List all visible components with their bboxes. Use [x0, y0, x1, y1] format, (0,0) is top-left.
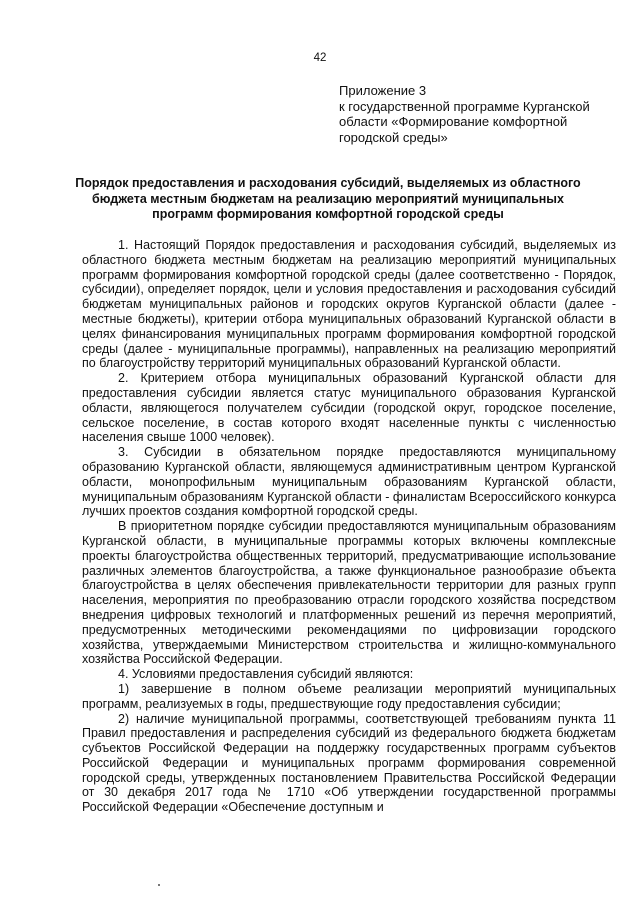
appendix-line: городской среды»: [339, 129, 448, 145]
paragraph-3: 3. Субсидии в обязательном порядке предоставляются муниципальному образованию Курганской области, являющемуся административным центром Курганской области, монопрофильным муниципальным образованиям Курганской области, муниципальным образованиям Курганской области - финалистам Всероссийского конкурса лучших проектов создания комфортной городской среды.: [82, 445, 616, 519]
appendix-line: области «Формирование комфортной: [339, 114, 568, 129]
appendix-line: Приложение 3: [339, 83, 427, 98]
paragraph-4-item-2: 2) наличие муниципальной программы, соответствующей требованиям пункта 11 Правил предоставления и распределения субсидий из федерального бюджета бюджетам субъектов Российской Федерации на поддержку государственных программ субъектов Российской Федерации и муниципальных программ формирования современной городской среды, утвержденных постановлением Правительства Российской Федерации от 30 декабря 2017 года № 1710 «Об утверждении государственной программы Российской Федерации «Обеспечение доступным и: [82, 711, 616, 815]
document-body: [82, 238, 616, 815]
paragraph-priority: В приоритетном порядке субсидии предоставляются муниципальным образованиям Курганской области, в муниципальные программы которых включены комплексные проекты благоустройства общественных территорий, предусматривающие использование различных элементов благоустройства, а также функциональное разнообразие объекта благоустройства в целях обеспечения привлекательности территории для разных групп населения, мероприятия по преобразованию отрасли городского хозяйства посредством внедрения цифровых технологий и платформенных решений из перечня мероприятий, предусмотренных методическими рекомендациями по цифровизации городского хозяйства, утверждаемыми Министерством строительства и жилищно-коммунального хозяйства Российской Федерации.: [82, 519, 616, 667]
paragraph-2: 2. Критерием отбора муниципальных образований Курганской области для предоставления субсидии является статус муниципального образования Курганской области, являющегося получателем субсидии (городской округ, городское поселение, сельское поселение, в состав которого входят населенные пункты с численностью населения свыше 1000 человек).: [82, 371, 616, 445]
paragraph-4: 4. Условиями предоставления субсидий являются:: [118, 667, 414, 682]
appendix-line: к государственной программе Курганской: [339, 98, 590, 114]
appendix-heading: [339, 83, 629, 145]
title-line: бюджета местным бюджетам на реализацию мероприятий муниципальных: [92, 191, 564, 206]
document-title: [60, 176, 596, 223]
title-line: программ формирования комфортной городской среды: [152, 207, 504, 222]
title-line: Порядок предоставления и расходования субсидий, выделяемых из областного: [75, 176, 581, 190]
paragraph-4-item-1: 1) завершение в полном объеме реализации мероприятий муниципальных программ, реализуемых в годы, предшествующие году предоставления субсидии;: [82, 681, 616, 711]
scan-artifact: [158, 884, 160, 886]
page-number: 42: [313, 52, 327, 64]
paragraph-1: 1. Настоящий Порядок предоставления и расходования субсидий, выделяемых из областного бюджета местным бюджетам на реализацию мероприятий муниципальных программ формирования комфортной городской среды (далее соответственно - Порядок, субсидии), определяет порядок, цели и условия предоставления и расходования субсидий бюджетам муниципальных районов и городских округов Курганской области (далее - местные бюджеты), критерии отбора муниципальных образований Курганской области в целях финансирования муниципальных программ формирования комфортной городской среды (далее - муниципальные программы), направленных на реализацию мероприятий по благоустройству территорий муниципальных образований Курганской области.: [82, 238, 616, 371]
